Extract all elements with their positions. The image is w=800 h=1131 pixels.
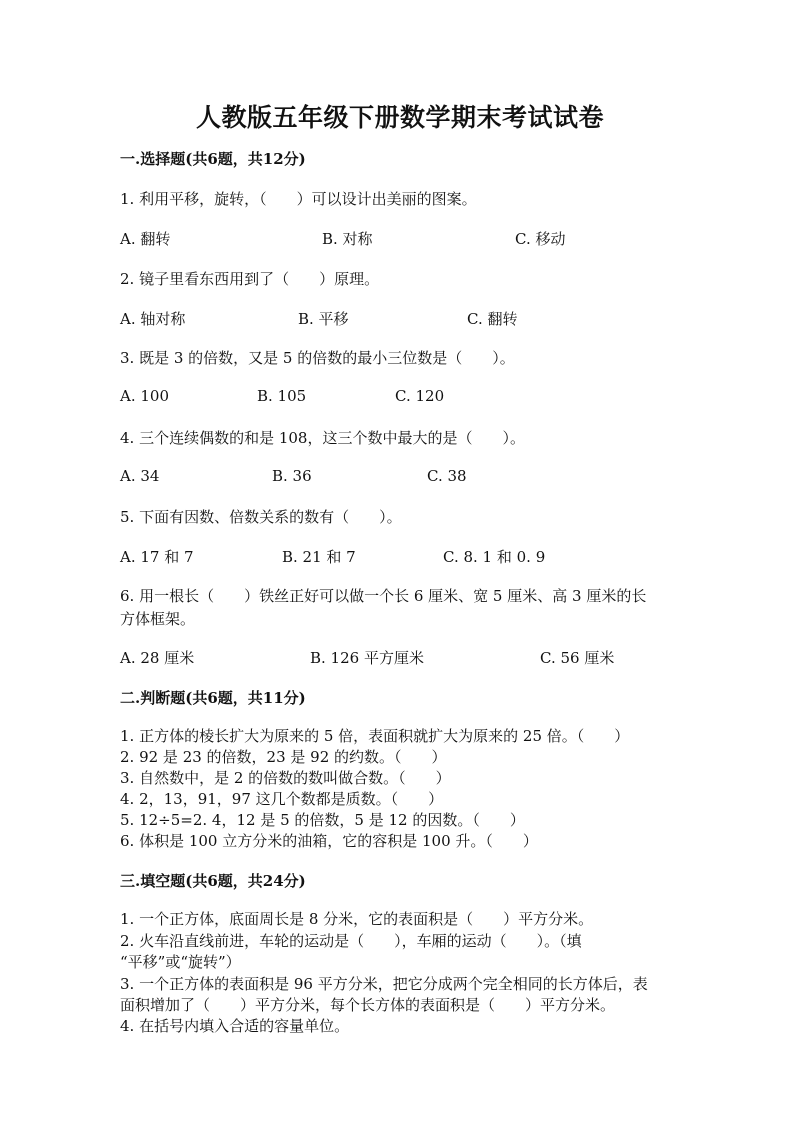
section-heading-judgement: 二.判断题(共6题，共11分) [120,689,306,707]
q1-option-b: B. 对称 [322,230,373,248]
judgement-item-2: 2. 92 是 23 的倍数，23 是 92 的约数。（ ） [120,748,447,766]
question-4: 4. 三个连续偶数的和是 108，这三个数中最大的是（ ）。 [120,429,525,447]
q5-option-b: B. 21 和 7 [282,548,356,566]
q4-option-c: C. 38 [427,467,467,485]
question-5: 5. 下面有因数、倍数关系的数有（ ）。 [120,508,402,526]
fill-line-1: 1. 一个正方体，底面周长是 8 分米，它的表面积是（ ）平方分米。 [120,910,594,928]
q2-option-b: B. 平移 [298,310,349,328]
judgement-item-6: 6. 体积是 100 立方分米的油箱，它的容积是 100 升。（ ） [120,832,538,850]
question-1: 1. 利用平移，旋转，（ ）可以设计出美丽的图案。 [120,190,477,208]
q3-option-b: B. 105 [257,387,307,405]
q3-option-a: A. 100 [120,387,169,405]
question-2: 2. 镜子里看东西用到了（ ）原理。 [120,270,380,288]
q5-option-c: C. 8. 1 和 0. 9 [443,548,546,566]
judgement-item-3: 3. 自然数中，是 2 的倍数的数叫做合数。（ ） [120,769,451,787]
judgement-item-1: 1. 正方体的棱长扩大为原来的 5 倍，表面积就扩大为原来的 25 倍。（ ） [120,727,630,745]
q3-option-c: C. 120 [395,387,445,405]
fill-line-6: 4. 在括号内填入合适的容量单位。 [120,1017,350,1035]
judgement-item-4: 4. 2，13，91，97 这几个数都是质数。（ ） [120,790,444,808]
q1-option-a: A. 翻转 [120,230,171,248]
exam-title: 人教版五年级下册数学期末考试试卷 [195,103,604,132]
fill-line-5: 面积增加了（ ）平方分米，每个长方体的表面积是（ ）平方分米。 [120,996,616,1014]
question-3: 3. 既是 3 的倍数，又是 5 的倍数的最小三位数是（ ）。 [120,349,515,367]
q6-option-b: B. 126 平方厘米 [310,649,424,667]
fill-line-2: 2. 火车沿直线前进，车轮的运动是（ ），车厢的运动（ ）。（填 [120,932,582,950]
fill-line-3: “平移”或“旋转”） [120,953,241,971]
section-heading-choice: 一.选择题(共6题，共12分) [120,150,306,168]
q6-option-a: A. 28 厘米 [120,649,195,667]
q4-option-b: B. 36 [272,467,312,485]
q6-option-c: C. 56 厘米 [540,649,615,667]
fill-line-4: 3. 一个正方体的表面积是 96 平方分米，把它分成两个完全相同的长方体后，表 [120,975,648,993]
judgement-item-5: 5. 12÷5=2. 4，12 是 5 的倍数，5 是 12 的因数。（ ） [120,811,525,829]
q1-option-c: C. 移动 [515,230,566,248]
q2-option-c: C. 翻转 [467,310,518,328]
section-heading-fill-blank: 三.填空题(共6题，共24分) [120,872,306,890]
q2-option-a: A. 轴对称 [120,310,186,328]
q4-option-a: A. 34 [120,467,160,485]
question-6-line-1: 6. 用一根长（ ）铁丝正好可以做一个长 6 厘米、宽 5 厘米、高 3 厘米的长 [120,587,647,605]
q5-option-a: A. 17 和 7 [120,548,194,566]
question-6-line-2: 方体框架。 [120,610,196,628]
